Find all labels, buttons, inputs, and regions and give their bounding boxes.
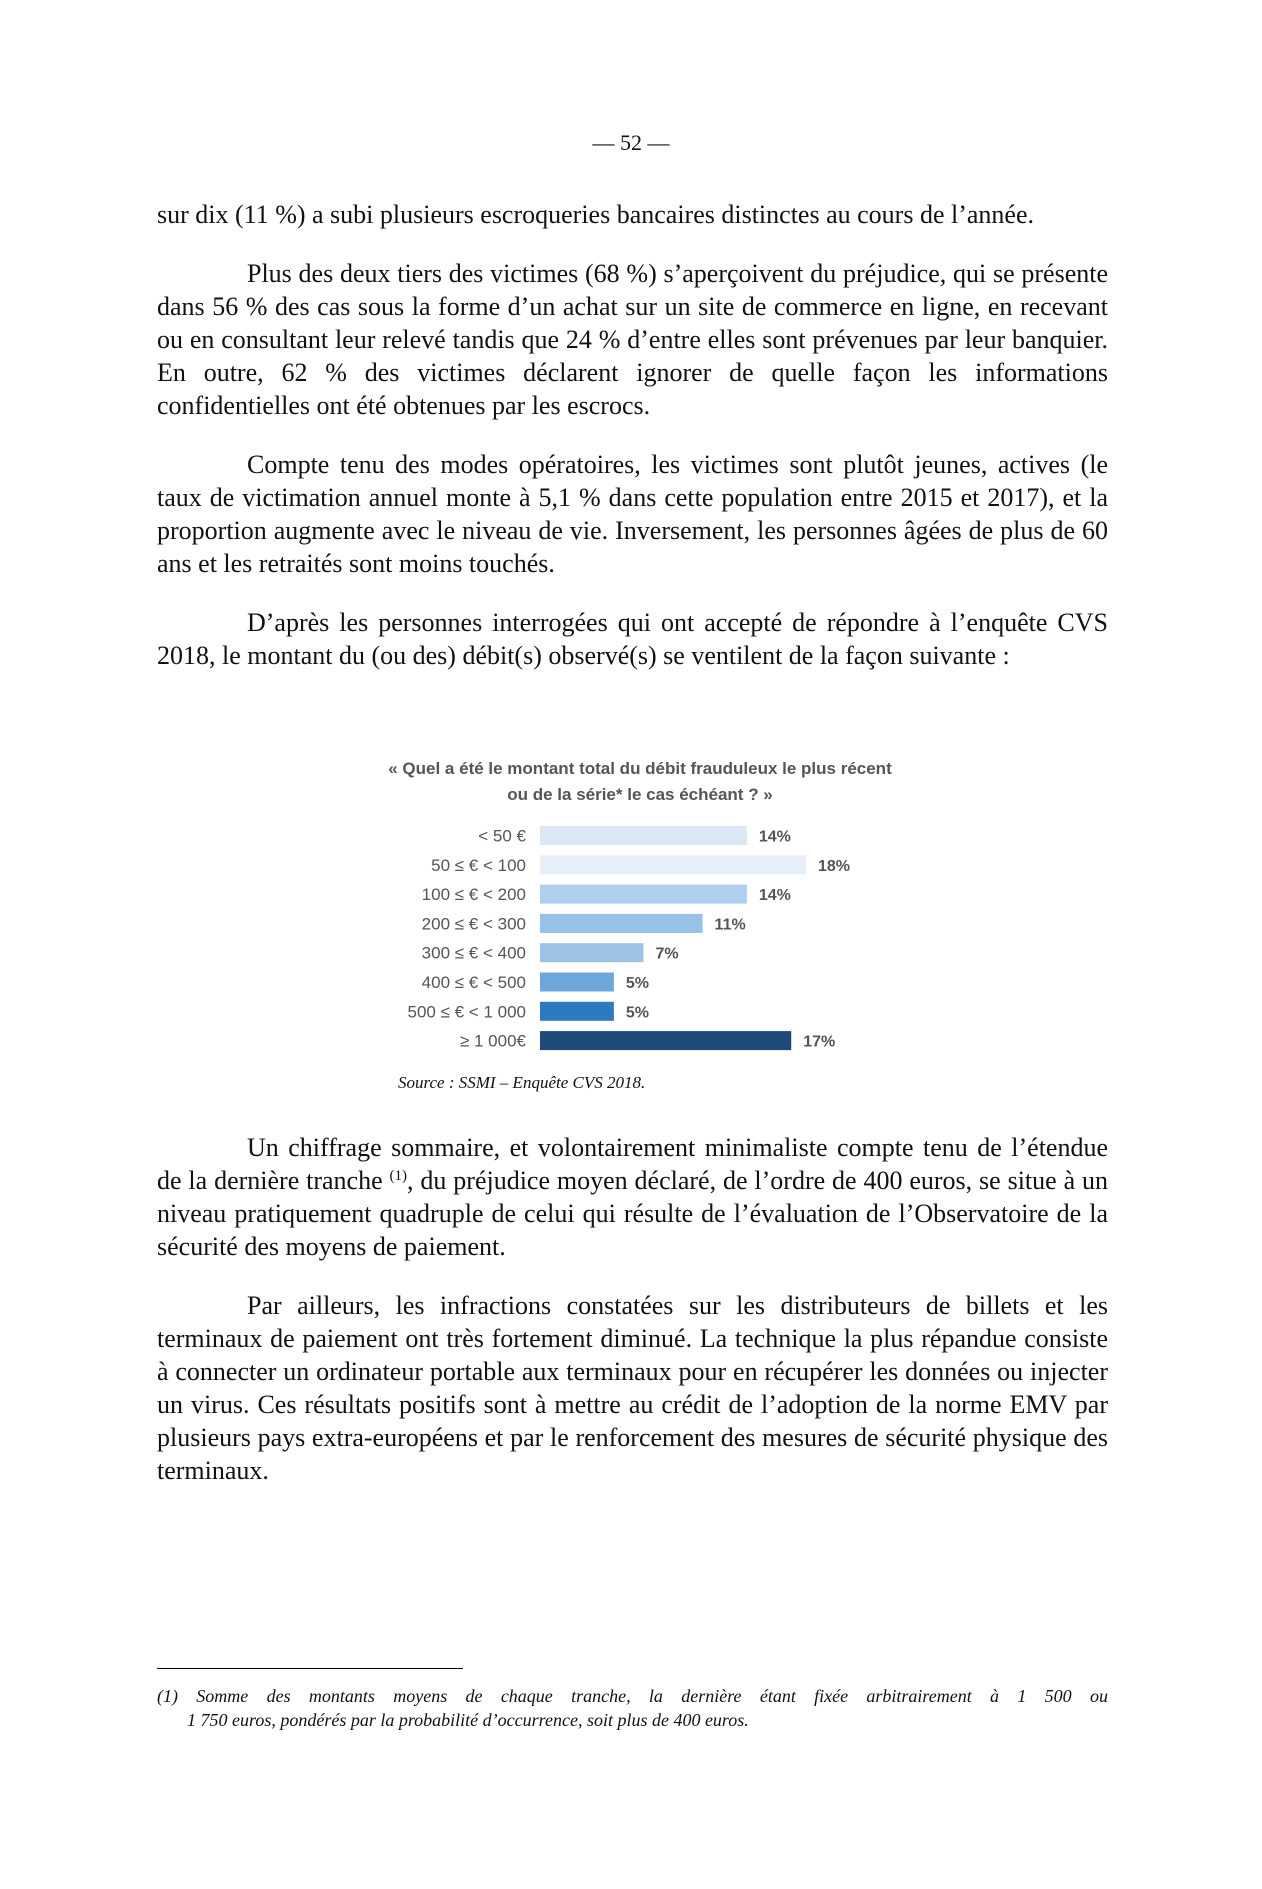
value-label: 11%: [714, 916, 746, 934]
value-label: 7%: [655, 945, 679, 963]
paragraph-1: sur dix (11 %) a subi plusieurs escroqueries bancaires distinctes au cours de l’année.: [157, 200, 1034, 229]
paragraph-6: Par ailleurs, les infractions constatées sur les distributeurs de billets et les terminaux de paiement ont très fortement diminué. La technique la plus répandue consiste à connecter un ordinateur portable aux terminaux pour en récupérer les données ou injecter un virus. Ces résultats positifs sont à mettre au crédit de l’adoption de la norme EMV par plusieurs pays extra-européens et par le renforcement des mesures de sécurité physique des terminaux.: [157, 1291, 1108, 1485]
bar: [540, 885, 747, 904]
value-label: 14%: [758, 887, 791, 905]
footnote: [157, 1684, 1108, 1732]
value-label: 5%: [625, 975, 650, 992]
category-label: 200 ≤ € < 300: [421, 914, 526, 934]
chart-title: « Quel a été le montant total du débit frauduleux le plus récent ou de la série* le cas échéant ? »: [388, 759, 892, 804]
category-label: 50 ≤ € < 100: [431, 855, 526, 875]
bar: [540, 826, 747, 845]
paragraph-4: D’après les personnes interrogées qui ont accepté de répondre à l’enquête CVS 2018, le montant du (ou des) débit(s) observé(s) se ventilent de la façon suivante :: [157, 608, 1108, 670]
category-label: 100 ≤ € < 200: [421, 885, 526, 905]
bar: [540, 943, 643, 962]
bar: [540, 973, 614, 992]
paragraph-5-text: Un chiffrage sommaire, et volontairement minimaliste compte tenu de l’étendue de la dernière tranche: [157, 1133, 1108, 1195]
category-label: 300 ≤ € < 400: [421, 943, 526, 963]
bar: [540, 1002, 614, 1021]
value-label: 14%: [758, 828, 791, 846]
category-label: 400 ≤ € < 500: [421, 973, 526, 992]
paragraph-2: Plus des deux tiers des victimes (68 %) s’aperçoivent du préjudice, qui se présente dans 56 % des cas sous la forme d’un achat sur un site de commerce en ligne, en recevant ou en consultant leur relevé tandis que 24 % d’entre elles sont prévenues par leur banquier. En outre, 62 % des victimes déclarent ignorer de quelle façon les informations confidentielles ont été obtenues par les escrocs.: [157, 259, 1108, 420]
bar: [540, 1031, 791, 1050]
category-label: ≥ 1 000€: [459, 1031, 526, 1051]
bar: [540, 855, 806, 874]
category-label: < 50 €: [478, 826, 526, 846]
paragraph-5-text-continued: , du préjudice moyen déclaré, de l’ordre de 400 euros, se situe à un niveau pratiquement quadruple de celui qui résulte de l’évaluation de l’Observatoire de la sécurité des moyens de paiement.: [157, 1166, 1108, 1261]
category-label: 500 ≤ € < 1 000: [407, 1002, 526, 1022]
footnote-line-1: (1) Somme des montants moyens de chaque tranche, la dernière étant fixée arbitrairement à 1 500 ou: [157, 1686, 1108, 1706]
bar-chart: [380, 756, 900, 1096]
body-text-upper: [157, 198, 1108, 698]
footnote-separator: [157, 1668, 463, 1669]
value-label: 18%: [818, 857, 851, 875]
bar: [540, 914, 703, 933]
paragraph-5: [157, 1131, 1108, 1263]
chart-source: Source : SSMI – Enquête CVS 2018.: [398, 1073, 646, 1092]
footnote-reference: (1): [389, 1168, 408, 1184]
page-number: — 52 —: [592, 130, 670, 155]
value-label: 5%: [625, 1004, 650, 1022]
paragraph-3: Compte tenu des modes opératoires, les victimes sont plutôt jeunes, actives (le taux de victimation annuel monte à 5,1 % dans cette population entre 2015 et 2017), et la proportion augmente avec le niveau de vie. Inversement, les personnes âgées de plus de 60 ans et les retraités sont moins touchés.: [157, 450, 1108, 578]
chart-plot: [380, 822, 900, 1052]
footnote-line-2: 1 750 euros, pondérés par la probabilité d’occurrence, soit plus de 400 euros.: [187, 1710, 749, 1730]
body-text-lower: [157, 1131, 1108, 1513]
value-label: 17%: [803, 1033, 836, 1051]
